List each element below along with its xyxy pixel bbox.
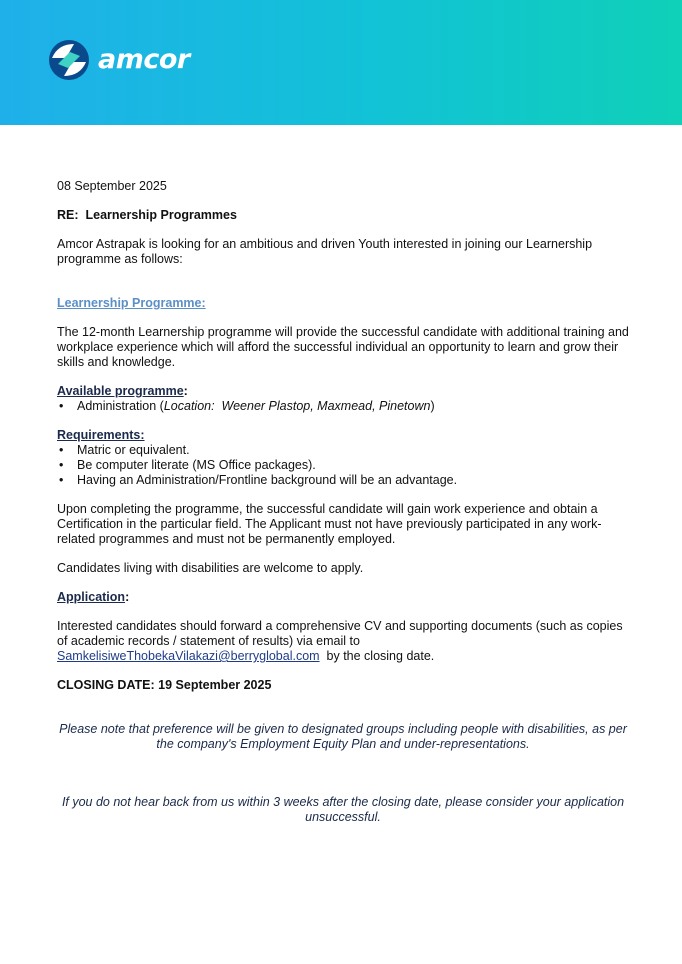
list-item: • Administration (Location: Weener Plastop, Maxmead, Pinetown) (57, 399, 629, 414)
completion-paragraph: Upon completing the programme, the successful candidate will gain work experience and obtain a Certification in the particular field. The Applicant must not have previously participated in any work-related programmes and must not be permanently employed. (57, 502, 602, 546)
application-heading: Application: (57, 590, 130, 604)
programme-heading-text: Learnership Programme (57, 296, 202, 310)
intro-paragraph: Amcor Astrapak is looking for an ambitious and driven Youth interested in joining our Learnership programme as follows: (57, 237, 593, 266)
unsuccessful-note: If you do not hear back from us within 3 weeks after the closing date, please consider your application unsuccessful. (61, 795, 625, 824)
closing-date: CLOSING DATE: 19 September 2025 (57, 678, 272, 692)
subject-text: Learnership Programmes (85, 208, 237, 222)
letter-date: 08 September 2025 (57, 179, 167, 193)
programme-description: The 12-month Learnership programme will provide the successful candidate with additional training and workplace experience which will afford the successful individual an opportunity to learn and grow their skills and knowledge. (57, 325, 629, 369)
available-programme-list (57, 399, 629, 414)
list-item: • Having an Administration/Frontline background will be an advantage. (57, 473, 629, 488)
amcor-logo (44, 38, 190, 82)
list-item: • Be computer literate (MS Office packages). (57, 458, 629, 473)
requirements-list (57, 443, 629, 488)
brand-name: amcor (98, 44, 190, 75)
requirements-heading: Requirements: (57, 428, 145, 442)
disability-paragraph: Candidates living with disabilities are welcome to apply. (57, 561, 364, 575)
header-banner (0, 0, 682, 125)
re-label: RE: (57, 208, 79, 222)
letter-body (57, 179, 629, 825)
application-paragraph: Interested candidates should forward a comprehensive CV and supporting documents (such as copies of academic records / statement of results) via email to SamkelisiweThobekaVilakazi@berryglobal.com by the closing date. (57, 619, 623, 663)
programme-heading: Learnership Programme: (57, 296, 206, 310)
amcor-logo-mark-icon (44, 38, 94, 82)
available-programme-heading: Available programme: (57, 384, 188, 398)
preference-note: Please note that preference will be given to designated groups including people with disabilities, as per the company's Employment Equity Plan and under-representations. (59, 722, 627, 751)
application-email-link[interactable]: SamkelisiweThobekaVilakazi@berryglobal.com (57, 649, 320, 663)
list-item: • Matric or equivalent. (57, 443, 629, 458)
subject-line (57, 208, 629, 223)
